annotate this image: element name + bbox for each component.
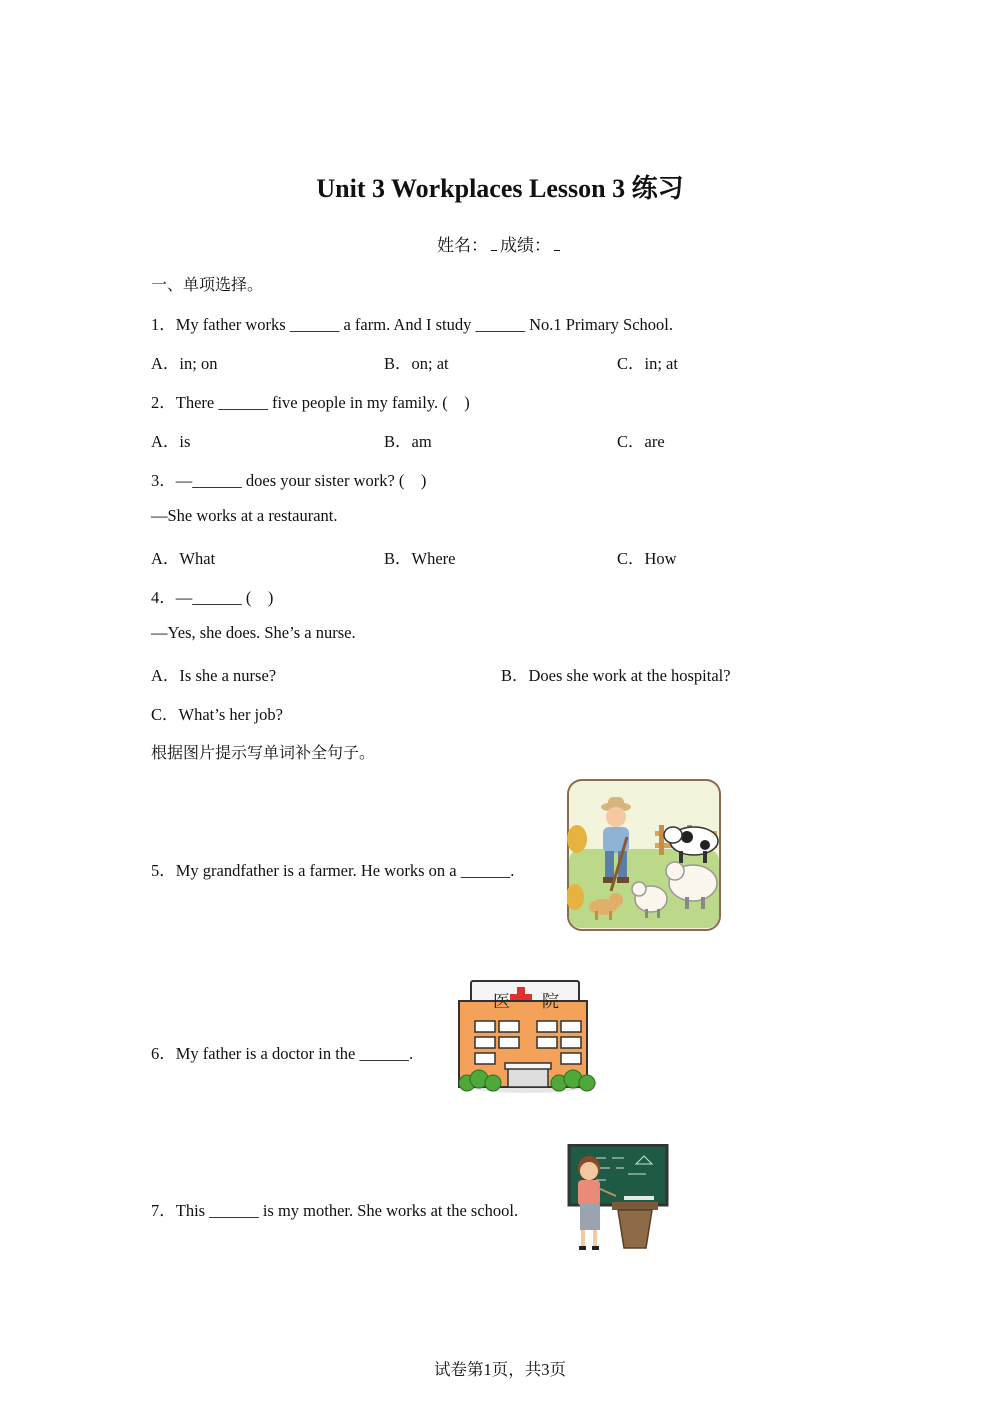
question-4-option-c[interactable]: C．What’s her job? <box>151 705 283 724</box>
section1-heading: 一、单项选择。 <box>151 275 264 294</box>
name-label: 姓名： <box>437 236 488 256</box>
page-footer: 试卷第1页，共3页 <box>434 1360 566 1379</box>
question-1-option-a[interactable]: A．in; on <box>151 354 218 373</box>
question-2-option-b[interactable]: B．am <box>384 432 432 451</box>
question-1-option-b[interactable]: B．on; at <box>384 354 449 373</box>
question-2-option-a[interactable]: A．is <box>151 432 191 451</box>
page-title: Unit 3 Workplaces Lesson 3 练习 <box>316 174 684 203</box>
teacher-picture <box>566 1144 670 1256</box>
question-1-stem: 1．My father works ______ a farm. And I study ______ No.1 Primary School. <box>151 315 673 334</box>
hospital-sign-char-2: 院 <box>542 992 559 1012</box>
hospital-picture <box>453 973 601 1099</box>
question-4-option-a[interactable]: A．Is she a nurse? <box>151 666 277 685</box>
score-blank[interactable] <box>554 236 560 251</box>
question-1-option-c[interactable]: C．in; at <box>617 354 678 373</box>
question-6-text: 6．My father is a doctor in the ______. <box>151 1044 414 1063</box>
hospital-sign-char-1: 医 <box>493 992 510 1012</box>
question-5-text: 5．My grandfather is a farmer. He works on a ______. <box>151 861 515 880</box>
section2-heading: 根据图片提示写单词补全句子。 <box>151 743 376 762</box>
name-score-row <box>0 231 1000 256</box>
question-7-text: 7．This ______ is my mother. She works at the school. <box>151 1201 519 1220</box>
question-2-option-c[interactable]: C．are <box>617 432 665 451</box>
question-4-stem: 4．—______ ( ) <box>151 588 274 607</box>
podium-icon <box>612 1202 658 1248</box>
question-3-option-a[interactable]: A．What <box>151 549 216 568</box>
name-blank[interactable] <box>491 236 497 251</box>
question-3-stem: 3．—______ does your sister work? ( ) <box>151 471 427 490</box>
question-3-option-b[interactable]: B．Where <box>384 549 456 568</box>
question-4-dialog: —Yes, she does. She’s a nurse. <box>151 623 356 642</box>
hospital-icon <box>453 973 601 1099</box>
question-4-option-b[interactable]: B．Does she work at the hospital? <box>501 666 731 685</box>
question-3-option-c[interactable]: C．How <box>617 549 677 568</box>
question-2-stem: 2．There ______ five people in my family. ( ) <box>151 393 470 412</box>
score-label: 成绩： <box>500 236 551 256</box>
farm-picture <box>567 779 721 931</box>
question-3-dialog: —She works at a restaurant. <box>151 506 338 525</box>
